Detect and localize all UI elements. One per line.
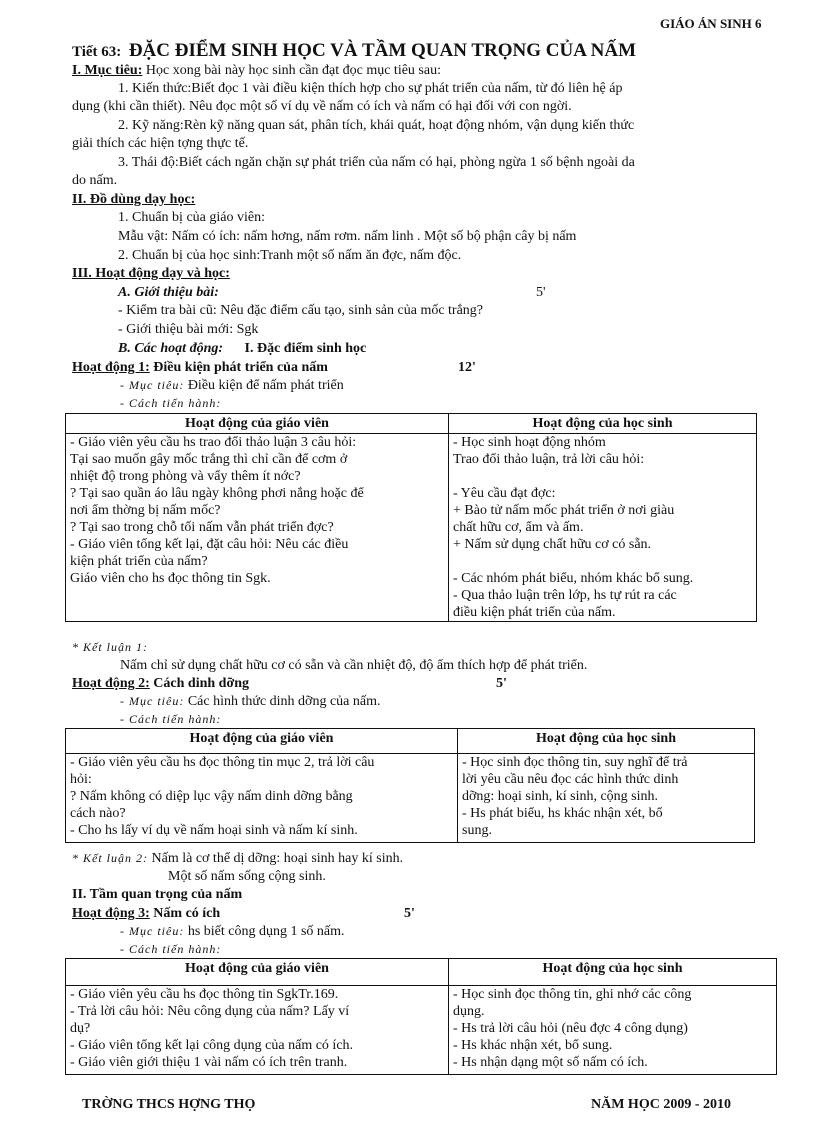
col-student-header: Hoạt động của học sinh — [449, 959, 777, 986]
teacher-line: - Giáo viên giới thiệu 1 vài nấm có ích trên tranh. — [70, 1055, 348, 1070]
conclusion2-text: Nấm là cơ thể dị dỡng: hoại sinh hay kí sinh. — [148, 851, 404, 866]
part-importance-heading: II. Tầm quan trọng của nấm — [72, 887, 243, 902]
activity2-table — [65, 728, 755, 843]
student-line: điều kiện phát triển của nấm. — [453, 605, 616, 620]
student-line: - Hs phát biểu, hs khác nhận xét, bổ — [462, 806, 663, 821]
col-student-header: Hoạt động của học sinh — [458, 729, 755, 754]
activity3-time: 5' — [404, 906, 415, 921]
materials-teacher-label: 1. Chuẩn bị của giáo viên: — [118, 210, 265, 225]
activity3-label: Hoạt động 3: — [72, 906, 150, 921]
table-row — [66, 986, 777, 1075]
section-objectives-heading-line — [72, 63, 441, 79]
teacher-line: - Giáo viên yêu cầu hs đọc thông tin SgkTr.169. — [70, 987, 339, 1002]
student-line: - Học sinh đọc thông tin, suy nghĩ để trả — [462, 755, 688, 770]
section-objectives-heading: I. Mục tiêu: — [72, 63, 143, 78]
activity1-heading — [72, 360, 328, 376]
student-cell — [449, 434, 757, 622]
student-line: - Yêu cầu đạt đợc: — [453, 486, 556, 501]
conclusion1-text: Nấm chỉ sử dụng chất hữu cơ có sẵn và cần nhiệt độ, độ ẩm thích hợp để phát triển. — [120, 658, 588, 673]
table-header-row — [66, 414, 757, 434]
activities-label-line — [118, 341, 366, 357]
activity1-goal — [120, 378, 344, 394]
activity1-name: Điều kiện phát triển của nấm — [149, 360, 328, 375]
teacher-line: Giáo viên cho hs đọc thông tin Sgk. — [70, 571, 271, 586]
activity2-goal-label: - Mục tiêu: — [120, 694, 185, 708]
activity1-method-label: - Cách tiến hành: — [120, 396, 222, 410]
student-line — [453, 468, 752, 485]
header-top-right: GIÁO ÁN SINH 6 — [660, 16, 762, 31]
footer-school: TRỜNG THCS HỢNG THỌ — [82, 1097, 256, 1112]
activity3-goal — [120, 924, 345, 940]
teacher-line: nhiệt độ trong phòng và vẩy thêm ít nớc? — [70, 469, 301, 484]
table-row — [66, 434, 757, 622]
teacher-line: nơi ẩm thờng bị nấm mốc? — [70, 503, 221, 518]
part-biology-heading: I. Đặc điểm sinh học — [244, 341, 367, 356]
conclusion1-label: * Kết luận 1: — [72, 640, 148, 654]
teacher-line: dụ? — [70, 1021, 91, 1036]
activity3-name: Nấm có ích — [149, 906, 221, 921]
lesson-number: Tiết 63: — [72, 44, 122, 60]
activity1-goal-text: Điều kiện để nấm phát triển — [184, 378, 344, 393]
section-objectives-intro: Học xong bài này học sinh cần đạt đọc mục tiêu sau: — [142, 63, 441, 78]
activity1-table — [65, 413, 757, 622]
student-line: - Hs khác nhận xét, bổ sung. — [453, 1038, 613, 1053]
activity3-goal-text: hs biết công dụng 1 số nấm. — [184, 924, 345, 939]
activity2-heading — [72, 676, 249, 692]
student-line: chất hữu cơ, ẩm và ấm. — [453, 520, 584, 535]
objective-knowledge-line2: dụng (khi cần thiết). Nêu đọc một số ví dụ về nấm có ích và nấm có hại đối với con ngời. — [72, 99, 572, 114]
intro-time: 5' — [536, 285, 546, 300]
table-header-row — [66, 729, 755, 754]
student-line — [453, 553, 752, 570]
intro-label: A. Giới thiệu bài: — [118, 285, 219, 300]
intro-new-lesson: - Giới thiệu bài mới: Sgk — [118, 322, 259, 337]
section-materials-heading: II. Đồ dùng dạy học: — [72, 192, 196, 207]
col-student-header: Hoạt động của học sinh — [449, 414, 757, 434]
activity1-time: 12' — [458, 360, 476, 375]
lesson-title: ĐẶC ĐIỂM SINH HỌC VÀ TẦM QUAN TRỌNG CỦA NẤM — [128, 40, 637, 61]
lesson-heading — [72, 40, 636, 62]
student-cell — [449, 986, 777, 1075]
objective-skills-line1: 2. Kỹ năng:Rèn kỹ năng quan sát, phân tích, khái quát, hoạt động nhóm, vận dụng kiến thức — [118, 118, 635, 133]
activities-label: B. Các hoạt động: — [118, 341, 224, 356]
objective-attitude-line2: do nấm. — [72, 173, 118, 188]
objective-attitude-line1: 3. Thái độ:Biết cách ngăn chặn sự phát triển của nấm có hại, phòng ngừa 1 số bệnh ngoài da — [118, 155, 635, 170]
teacher-line: - Trả lời câu hỏi: Nêu công dụng của nấm? Lấy ví — [70, 1004, 350, 1019]
teacher-cell — [66, 986, 449, 1075]
student-line: - Các nhóm phát biểu, nhóm khác bổ sung. — [453, 571, 694, 586]
table-header-row — [66, 959, 777, 986]
activity2-name: Cách dinh dỡng — [149, 676, 249, 691]
materials-teacher-specimens: Mẫu vật: Nấm có ích: nấm hơng, nấm rơm. nấm linh . Một số bộ phận cây bị nấm — [118, 229, 577, 244]
col-teacher-header: Hoạt động của giáo viên — [66, 729, 458, 754]
student-line: - Hs nhận dạng một số nấm có ích. — [453, 1055, 648, 1070]
teacher-line: - Giáo viên tổng kết lại, đặt câu hỏi: Nêu các điều — [70, 537, 349, 552]
col-teacher-header: Hoạt động của giáo viên — [66, 959, 449, 986]
student-line: Trao đổi thảo luận, trả lời câu hỏi: — [453, 452, 645, 467]
activity2-goal-text: Các hình thức dinh dỡng của nấm. — [184, 694, 381, 709]
activity2-method-label: - Cách tiến hành: — [120, 712, 222, 726]
intro-review-question: - Kiểm tra bài cũ: Nêu đặc điểm cấu tạo, sinh sản của mốc trắng? — [118, 303, 484, 318]
teacher-cell — [66, 754, 458, 843]
teacher-line: ? Tại sao trong chỗ tối nấm vẫn phát triển đợc? — [70, 520, 334, 535]
activity3-goal-label: - Mục tiêu: — [120, 924, 185, 938]
section-activities-heading: III. Hoạt động dạy và học: — [72, 266, 230, 281]
activity3-table — [65, 958, 777, 1075]
col-teacher-header: Hoạt động của giáo viên — [66, 414, 449, 434]
teacher-line: ? Nấm không có diệp lục vậy nấm dinh dỡng bằng — [70, 789, 353, 804]
objective-skills-line2: giải thích các hiện tợng thực tế. — [72, 136, 249, 151]
objective-knowledge-line1: 1. Kiến thức:Biết đọc 1 vài điều kiện thích hợp cho sự phát triển của nấm, từ đó liên hệ áp — [118, 81, 623, 96]
teacher-cell — [66, 434, 449, 622]
teacher-line: cách nào? — [70, 806, 126, 821]
activity3-method-label: - Cách tiến hành: — [120, 942, 222, 956]
materials-student: 2. Chuẩn bị của học sinh:Tranh một số nấm ăn đợc, nấm độc. — [118, 248, 462, 263]
conclusion2-line1 — [72, 851, 403, 867]
teacher-line: - Giáo viên tổng kết lại công dụng của nấm có ích. — [70, 1038, 354, 1053]
student-line: lời yêu cầu nêu đọc các hình thức dinh — [462, 772, 679, 787]
student-line: - Học sinh đọc thông tin, ghi nhớ các công — [453, 987, 692, 1002]
student-line: - Hs trả lời câu hỏi (nêu đợc 4 công dụng) — [453, 1021, 688, 1036]
activity3-heading — [72, 906, 220, 922]
activity1-label: Hoạt động 1: — [72, 360, 150, 375]
teacher-line: ? Tại sao quần áo lâu ngày không phơi nắng hoặc để — [70, 486, 364, 501]
activity1-goal-label: - Mục tiêu: — [120, 378, 185, 392]
student-line: - Học sinh hoạt động nhóm — [453, 435, 606, 450]
teacher-line: - Cho hs lấy ví dụ về nấm hoại sinh và nấm kí sinh. — [70, 823, 358, 838]
teacher-line: - Giáo viên yêu cầu hs đọc thông tin mục 2, trả lời câu — [70, 755, 375, 770]
activity2-goal — [120, 694, 380, 710]
conclusion2-label: * Kết luận 2: — [72, 851, 148, 865]
footer-school-year: NĂM HỌC 2009 - 2010 — [591, 1097, 731, 1112]
student-line: dỡng: hoại sinh, kí sinh, cộng sinh. — [462, 789, 659, 804]
teacher-line: kiện phát triển của nấm? — [70, 554, 208, 569]
student-line: + Bào tử nấm mốc phát triển ở nơi giàu — [453, 503, 675, 518]
activity2-time: 5' — [496, 676, 507, 691]
conclusion2-line2: Một số nấm sống cộng sinh. — [168, 869, 326, 884]
student-line: sung. — [462, 823, 492, 838]
teacher-line: hỏi: — [70, 772, 92, 787]
teacher-line: Tại sao muốn gây mốc trắng thì chỉ cần để cơm ở — [70, 452, 348, 467]
activity2-label: Hoạt động 2: — [72, 676, 150, 691]
student-line: - Qua thảo luận trên lớp, hs tự rút ra các — [453, 588, 677, 603]
student-line: dụng. — [453, 1004, 485, 1019]
table-row — [66, 754, 755, 843]
student-line: + Nấm sử dụng chất hữu cơ có sẵn. — [453, 537, 652, 552]
student-cell — [458, 754, 755, 843]
teacher-line: - Giáo viên yêu cầu hs trao đổi thảo luận 3 câu hỏi: — [70, 435, 357, 450]
